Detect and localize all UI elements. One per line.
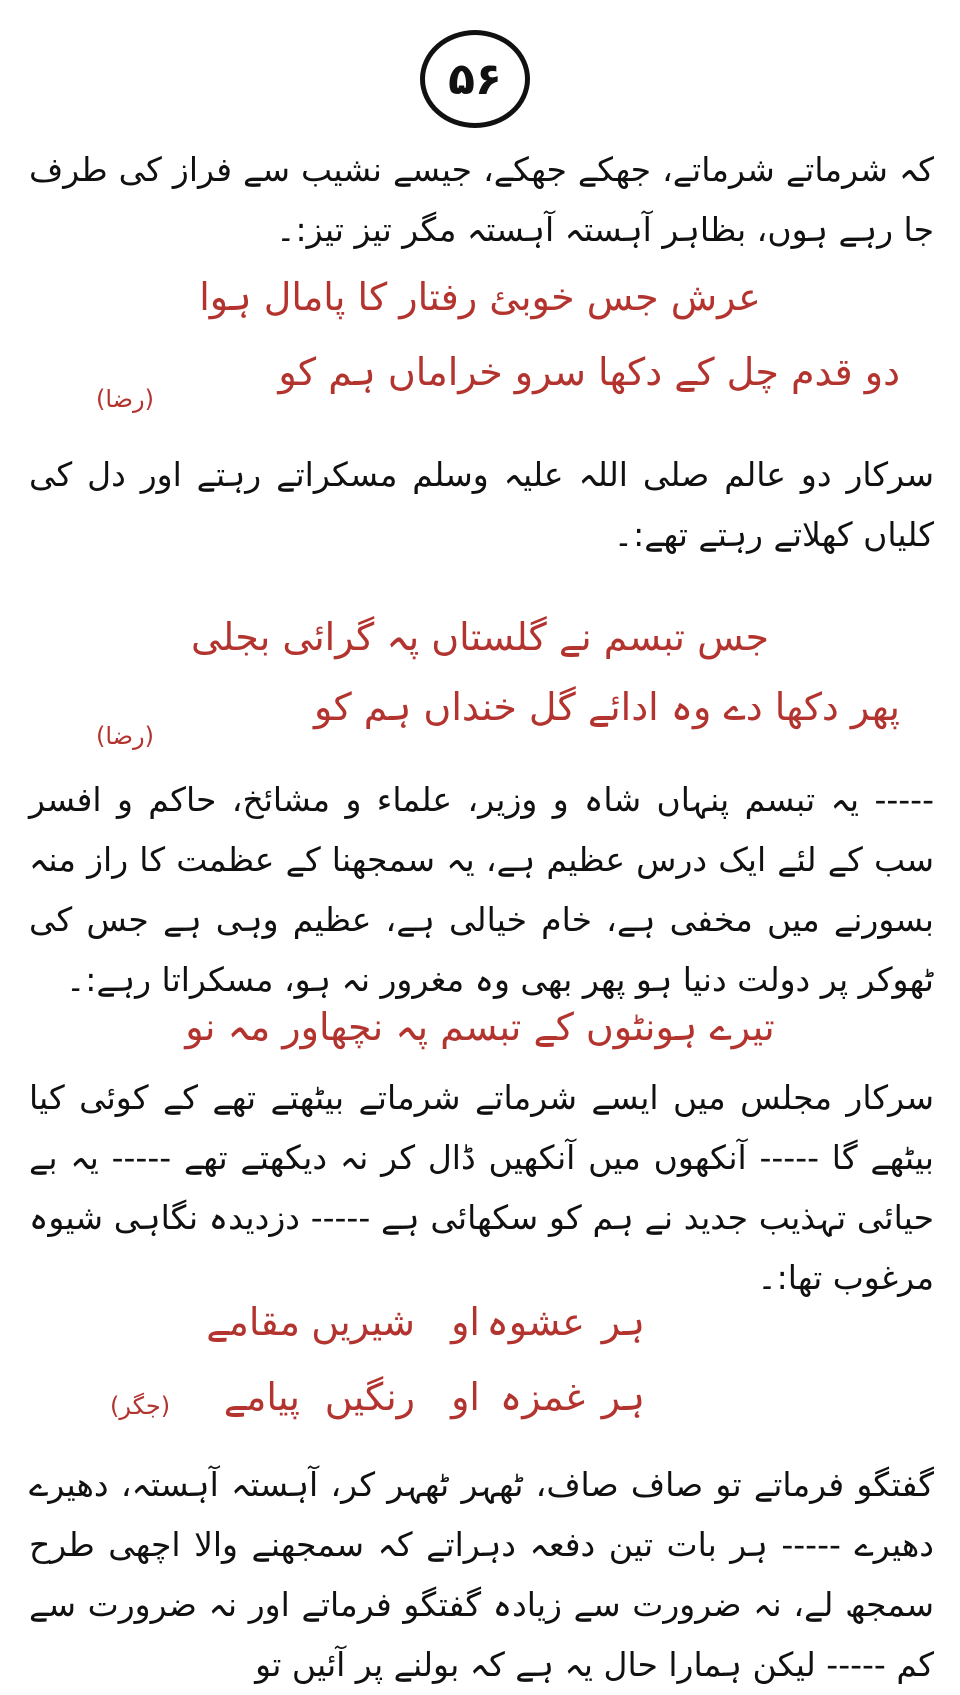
verse-4-line-1-word-4: شیریں — [311, 1300, 415, 1344]
verse-1-line-2: دو قدم چل کے دکھا سرو خراماں ہم کو — [278, 350, 900, 394]
verse-4-line-2-word-4: رنگیں — [324, 1375, 415, 1419]
verse-2-line-1: جس تبسم نے گلستاں پہ گرائی بجلی — [190, 615, 770, 659]
verse-4-line-2-word-1: ہر — [601, 1375, 645, 1419]
paragraph-1: کہ شرماتے شرماتے، جھکے جھکے، جیسے نشیب سے فراز کی طرف جا رہے ہوں، بظاہر آہستہ آہستہ مگر تیز تیز:۔ — [29, 150, 934, 249]
verse-1-line-1: عرش جس خوبئ رفتار کا پامال ہوا — [199, 275, 761, 319]
verse-4-poet: (جگر) — [110, 1392, 171, 1420]
paragraph-4: سرکار مجلس میں ایسے شرماتے شرماتے بیٹھتے تھے کے کوئی کیا بیٹھے گا ----- آنکھوں میں آنکھیں ڈال کر نہ دیکھتے تھے ----- یہ بے حیائی تہذیب جدید نے ہم کو سکھائی ہے ----- دزدیدہ نگاہی شیوہ مرغوب تھا:۔ — [29, 1078, 934, 1297]
verse-4-line-1-word-5: مقامے — [206, 1300, 300, 1344]
verse-4-line-1-word-3: او — [451, 1300, 480, 1344]
verse-4-line-2-word-5: پیامے — [223, 1375, 300, 1419]
verse-4-line-1-word-1: ہر — [601, 1300, 645, 1344]
page-number: ۵۶ — [420, 30, 530, 128]
paragraph-3: ----- یہ تبسم پنہاں شاہ و وزیر، علماء و مشائخ، حاکم و افسر سب کے لئے ایک درس عظیم ہے، یہ سمجھنا کے عظمت کا راز منہ بسورنے میں مخفی ہے، خام خیالی ہے، عظیم وہی ہے جس کی ٹھوکر پر دولت دنیا ہو پھر بھی وہ مغرور نہ ہو، مسکراتا رہے:۔ — [29, 780, 934, 999]
verse-4-line-2-word-2: غمزہ — [499, 1375, 585, 1419]
verse-4-line-1-word-2: عشوہ — [486, 1300, 585, 1344]
verse-2-line-2: پھر دکھا دے وہ ادائے گل خنداں ہم کو — [314, 685, 900, 729]
paragraph-5: گفتگو فرماتے تو صاف صاف، ٹھہر ٹھہر کر، آہستہ آہستہ، دھیرے دھیرے ----- ہر بات تین دفعہ دہراتے کہ سمجھنے والا اچھی طرح سمجھ لے، نہ ضرورت سے زیادہ گفتگو فرماتے اور نہ ضرورت سے کم ----- لیکن ہمارا حال یہ ہے کہ بولنے پر آئیں تو — [29, 1465, 934, 1684]
verse-4-line-2-word-3: او — [451, 1375, 480, 1419]
verse-1-poet: (رضا) — [96, 385, 155, 413]
verse-2-poet: (رضا) — [96, 722, 155, 750]
verse-3-line-1: تیرے ہونٹوں کے تبسم پہ نچھاور مہ نو — [185, 1005, 775, 1049]
paragraph-2: سرکار دو عالم صلی اللہ علیہ وسلم مسکراتے رہتے اور دل کی کلیاں کھلاتے رہتے تھے:۔ — [29, 455, 934, 554]
